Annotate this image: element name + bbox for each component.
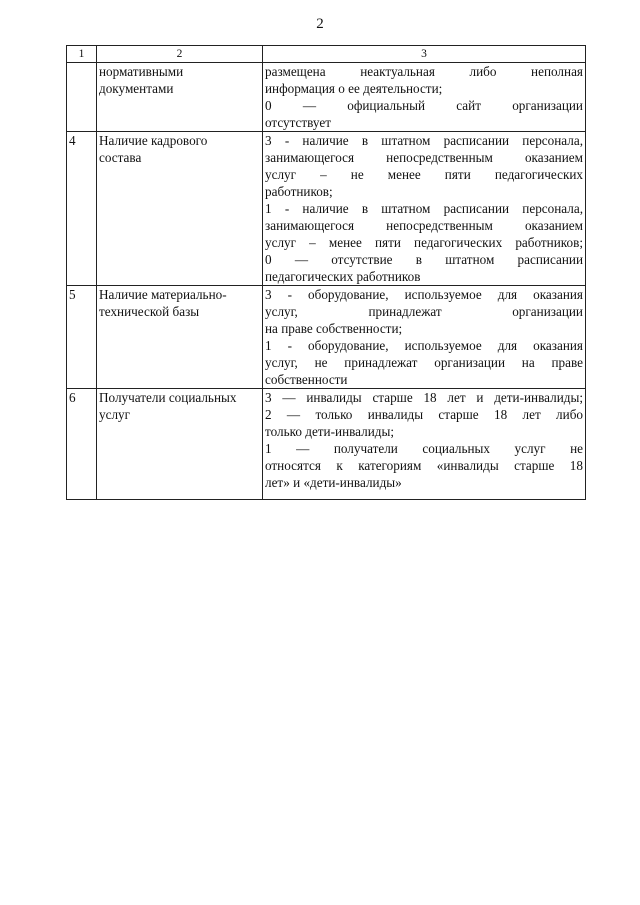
description-line: 1 - наличие в штатном расписании персонала, [265,201,583,216]
description-line: 3 - оборудование, используемое для оказания [265,287,583,302]
criterion-name-line: услуг [99,407,131,422]
description-line: услуг – менее пяти педагогических работников; [265,235,583,250]
description-line: только дети-инвалиды; [265,424,395,439]
description-line: 2 — только инвалиды старше 18 лет либо [265,407,583,422]
description-line: занимающегося непосредственным оказанием [265,150,583,165]
description-line: занимающегося непосредственным оказанием [265,218,583,233]
description-line: 3 - наличие в штатном расписании персонала, [265,133,583,148]
row-number: 4 [67,132,97,286]
header-col-3: 3 [263,46,586,63]
criterion-name-line: Наличие материально- [99,287,227,302]
table-header-row [67,46,586,63]
criterion-description [263,286,586,389]
criterion-name-line: состава [99,150,142,165]
description-line: на праве собственности; [265,321,403,336]
criterion-name-line: технической базы [99,304,200,319]
description-line: услуг, принадлежат организации [265,304,583,319]
criterion-description [263,132,586,286]
description-line: информация о ее деятельности; [265,81,443,96]
description-line: 1 — получатели социальных услуг не [265,441,583,456]
header-col-2: 2 [97,46,263,63]
description-line: 0 — отсутствие в штатном расписании [265,252,583,267]
description-line: педагогических работников [265,269,421,284]
criteria-table [66,45,586,500]
row-number: 6 [67,389,97,500]
row-number: 5 [67,286,97,389]
description-line: относятся к категориям «инвалиды старше 18 [265,458,583,473]
criterion-name-line: нормативными [99,64,184,79]
description-line: 1 - оборудование, используемое для оказания [265,338,583,353]
criterion-name [97,132,263,286]
criterion-name [97,286,263,389]
criterion-description [263,389,586,500]
table-row [67,286,586,389]
description-line: собственности [265,372,348,387]
criterion-name-line: Получатели социальных [99,390,237,405]
header-col-1: 1 [67,46,97,63]
criterion-name-line: Наличие кадрового [99,133,208,148]
table-row [67,63,586,132]
description-line: размещена неактуальная либо неполная [265,64,583,79]
description-line: 0 — официальный сайт организации [265,98,583,113]
row-number [67,63,97,132]
description-line: лет» и «дети-инвалиды» [265,475,402,490]
description-line: услуг, не принадлежат организации на праве [265,355,583,370]
description-line: 3 — инвалиды старше 18 лет и дети-инвалиды; [265,390,583,405]
criterion-name [97,389,263,500]
table-row [67,389,586,500]
table-row [67,132,586,286]
page-number: 2 [316,16,324,32]
criterion-name [97,63,263,132]
description-line: отсутствует [265,115,331,130]
criterion-description [263,63,586,132]
description-line: услуг – не менее пяти педагогических [265,167,583,182]
description-line: работников; [265,184,333,199]
criterion-name-line: документами [99,81,174,96]
